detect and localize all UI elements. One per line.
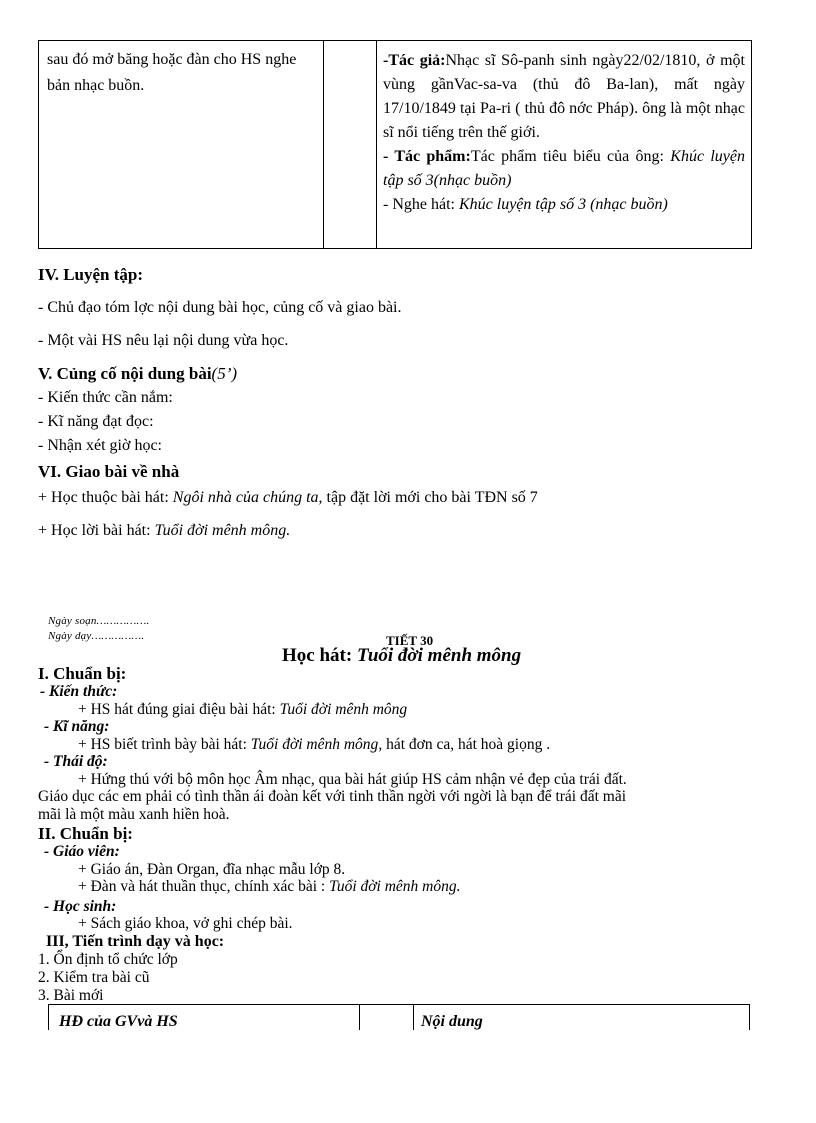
- step-1: 1. Ổn định tổ chức lớp: [38, 951, 178, 968]
- gv-line-2-prefix: + Đàn và hát thuần thục, chính xác bài :: [78, 878, 330, 895]
- ki-nang-suffix: , hát đơn ca, hát hoà giọng .: [378, 736, 551, 753]
- author-text: Nhạc sĩ Sô-panh sinh ngày22/02/1810, ở một vùng gầnVac-sa-va (thủ đô Ba-lan), mất ngày 17/10/1849 tại Pa-ri ( thủ đô nớc Pháp). ông là một nhạc sĩ nổi tiếng trên thế giới.: [383, 52, 745, 141]
- ki-nang-prefix: + HS biết trình bày bài hát:: [78, 736, 251, 753]
- kien-thuc-prefix: + HS hát đúng giai điệu bài hát:: [78, 701, 280, 718]
- author-label: -Tác giả:: [383, 52, 446, 69]
- line2-prefix: + Học lời bài hát:: [38, 522, 155, 539]
- section-vi-heading: VI. Giao bài về nhà: [38, 462, 180, 481]
- section-ii-heading: II. Chuẩn bị:: [38, 824, 133, 843]
- cell-text: sau đó mở băng hoặc đàn cho HS nghe bản nhạc buồn.: [47, 51, 297, 94]
- thai-do-line-2: Giáo dục các em phải có tình thần ái đoàn kết với tinh thần ngời với ngời là bạn để trái đất mãi: [38, 788, 627, 805]
- gv-line-2: [78, 878, 461, 895]
- listen-title: Khúc luyện tập số 3 (nhạc buồn): [458, 196, 668, 213]
- section-v-title: V. Củng cố nội dung bài: [38, 364, 212, 383]
- line1-suffix: , tập đặt lời mới cho bài TĐN số 7: [318, 489, 538, 506]
- hoc-sinh-label: - Học sinh:: [44, 898, 117, 915]
- kien-thuc-line: [78, 701, 407, 718]
- activity-table-top: [38, 40, 752, 249]
- thai-do-label: - Thái độ:: [44, 753, 108, 770]
- song-title-2: Tuổi đời mênh mông.: [154, 522, 291, 539]
- table-cell-empty: [324, 41, 377, 248]
- section-iv-heading: IV. Luyện tập:: [38, 265, 144, 284]
- ki-nang-line: [78, 736, 550, 753]
- work-text: Tác phẩm tiêu biểu của ông:: [470, 148, 671, 165]
- lesson-title-song: Tuổi đời mênh mông: [356, 645, 522, 666]
- lesson-title: [282, 645, 521, 667]
- thai-do-line-1: + Hứng thú với bộ môn học Âm nhạc, qua bài hát giúp HS cảm nhận vẻ đẹp của trái đất.: [78, 771, 627, 788]
- section-vi-line-1: [38, 489, 538, 507]
- section-v-line-3: - Nhận xét giờ học:: [38, 437, 162, 454]
- activity-table-bottom: [48, 1004, 750, 1030]
- section-v-line-1: - Kiến thức cần nắm:: [38, 389, 173, 406]
- step-3: 3. Bài mới: [38, 987, 104, 1004]
- table-cell-content: [377, 41, 751, 248]
- kien-thuc-song: Tuổi đời mênh mông: [279, 701, 408, 718]
- section-v-line-2: - Kĩ năng đạt đọc:: [38, 413, 154, 430]
- kien-thuc-label: - Kiến thức:: [40, 683, 118, 700]
- line1-prefix: + Học thuộc bài hát:: [38, 489, 173, 506]
- work-label: - Tác phẩm:: [383, 148, 471, 165]
- work-title: Khúc luyện tập số 3(nhạc buồn): [383, 148, 746, 189]
- section-iii-heading: III, Tiến trình dạy và học:: [46, 933, 225, 950]
- step-2: 2. Kiểm tra bài cũ: [38, 969, 150, 986]
- section-iv-line-1: - Chủ đạo tóm lợc nội dung bài học, củng cố và giao bài.: [38, 299, 402, 316]
- table-header-content: Nội dung: [421, 1013, 483, 1030]
- gv-line-2-song: Tuổi đời mênh mông.: [329, 878, 461, 895]
- ki-nang-song: Tuổi đời mênh mông: [250, 736, 379, 753]
- section-vi-line-2: [38, 522, 290, 540]
- song-title-1: Ngôi nhà của chúng ta: [172, 489, 319, 506]
- ngay-soan: Ngày soạn…………….: [48, 615, 150, 627]
- section-v-heading: [38, 364, 237, 384]
- lesson-number: TIẾT 30: [386, 633, 434, 648]
- table-header-activity: HĐ của GVvà HS: [59, 1013, 178, 1030]
- table-cell-teacher-activity: [39, 41, 324, 248]
- ki-nang-label: - Kĩ năng:: [44, 718, 110, 735]
- thai-do-line-3: mãi là một màu xanh hiền hoà.: [38, 806, 230, 823]
- table-divider-1: [359, 1005, 360, 1030]
- giao-vien-label: - Giáo viên:: [44, 843, 120, 860]
- ngay-day: Ngày dạy…………….: [48, 630, 145, 642]
- section-v-time: (5’): [211, 364, 238, 383]
- lesson-title-prefix: Học hát:: [282, 645, 357, 666]
- table-divider-2: [413, 1005, 414, 1030]
- section-iv-line-2: - Một vài HS nêu lại nội dung vừa học.: [38, 332, 289, 349]
- gv-line-1: + Giáo án, Đàn Organ, đĩa nhạc mẫu lớp 8.: [78, 861, 346, 878]
- hs-line-1: + Sách giáo khoa, vở ghi chép bài.: [78, 915, 293, 932]
- listen-label: - Nghe hát:: [383, 196, 459, 213]
- section-i-heading: I. Chuẩn bị:: [38, 664, 127, 683]
